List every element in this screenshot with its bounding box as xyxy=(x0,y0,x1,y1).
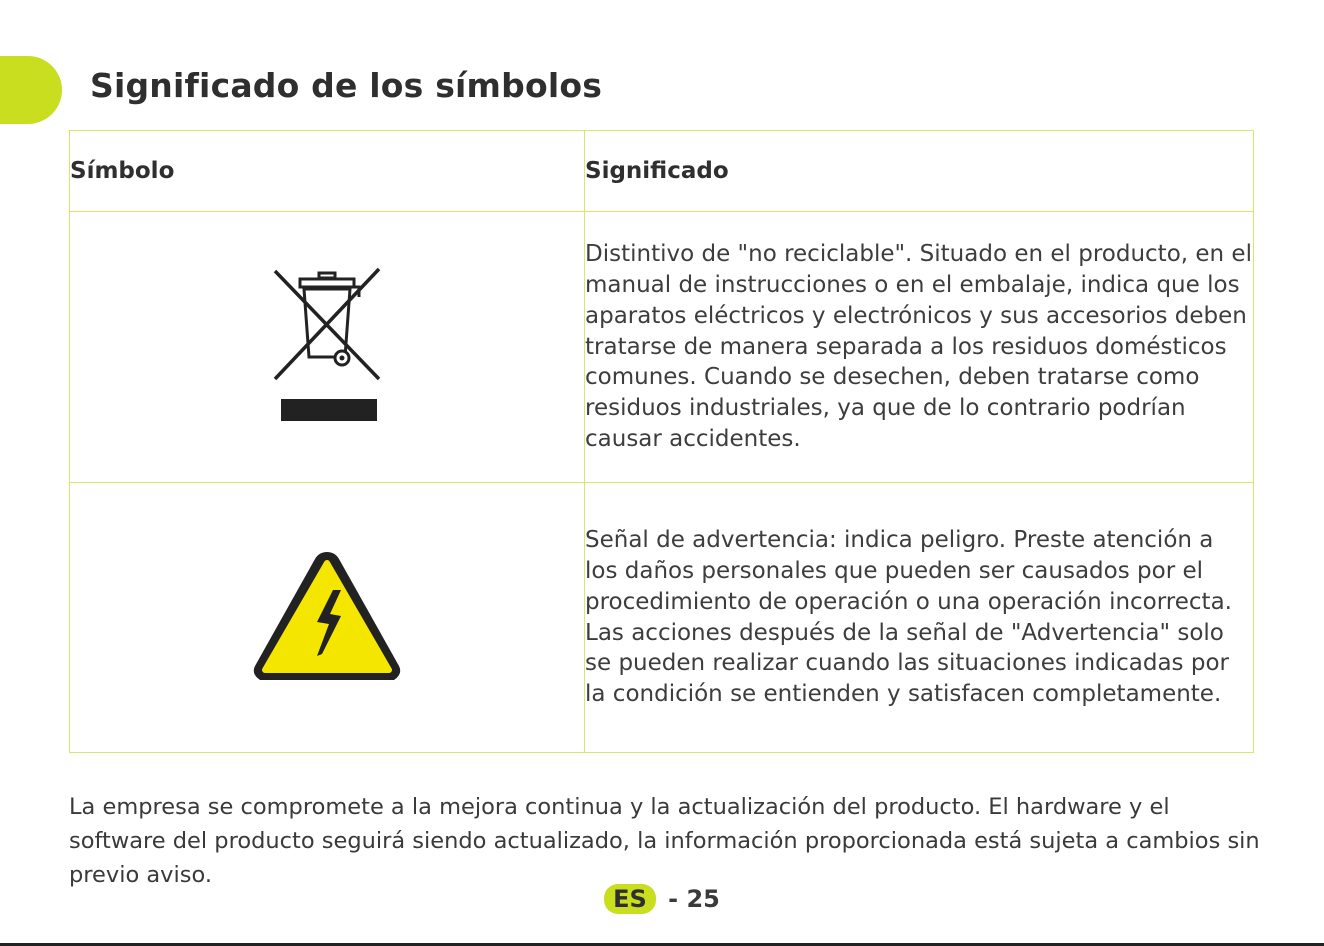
table-row xyxy=(70,212,1254,483)
symbol-cell xyxy=(70,212,585,483)
meaning-text: Señal de advertencia: indica peligro. Preste atención a los daños personales que pueden ser causados por el procedimiento de operación o una operación incorrecta. Las acciones después de la señal de "Advertencia" solo se pueden realizar cuando las situaciones indicadas por la condición se entienden y satisfacen completamente. xyxy=(585,483,1254,753)
weee-crossed-bin-icon xyxy=(271,265,383,425)
header-meaning: Significado xyxy=(585,131,1254,212)
language-badge: ES xyxy=(604,884,656,914)
table-row xyxy=(70,483,1254,753)
section-tab-marker xyxy=(0,56,62,124)
footnote: La empresa se compromete a la mejora continua y la actualización del producto. El hardware y el software del producto seguirá siendo actualizado, la información proporcionada está sujeta a cambios sin previo aviso. xyxy=(69,794,1260,888)
page-title: Significado de los símbolos xyxy=(90,66,603,105)
table-header-row xyxy=(70,131,1254,212)
symbol-cell xyxy=(70,483,585,753)
electrical-hazard-warning-icon xyxy=(249,546,405,686)
page-footer xyxy=(0,884,1324,914)
symbols-table xyxy=(69,130,1254,753)
page-separator: - xyxy=(668,885,679,913)
page-number: 25 xyxy=(686,885,720,913)
header-symbol: Símbolo xyxy=(70,131,585,212)
meaning-text: Distintivo de "no reciclable". Situado en el producto, en el manual de instrucciones o en el embalaje, indica que los aparatos eléctricos y electrónicos y sus accesorios deben tratarse de manera separada a los residuos domésticos comunes. Cuando se desechen, deben tratarse como residuos industriales, ya que de lo contrario podrían causar accidentes. xyxy=(585,212,1254,483)
